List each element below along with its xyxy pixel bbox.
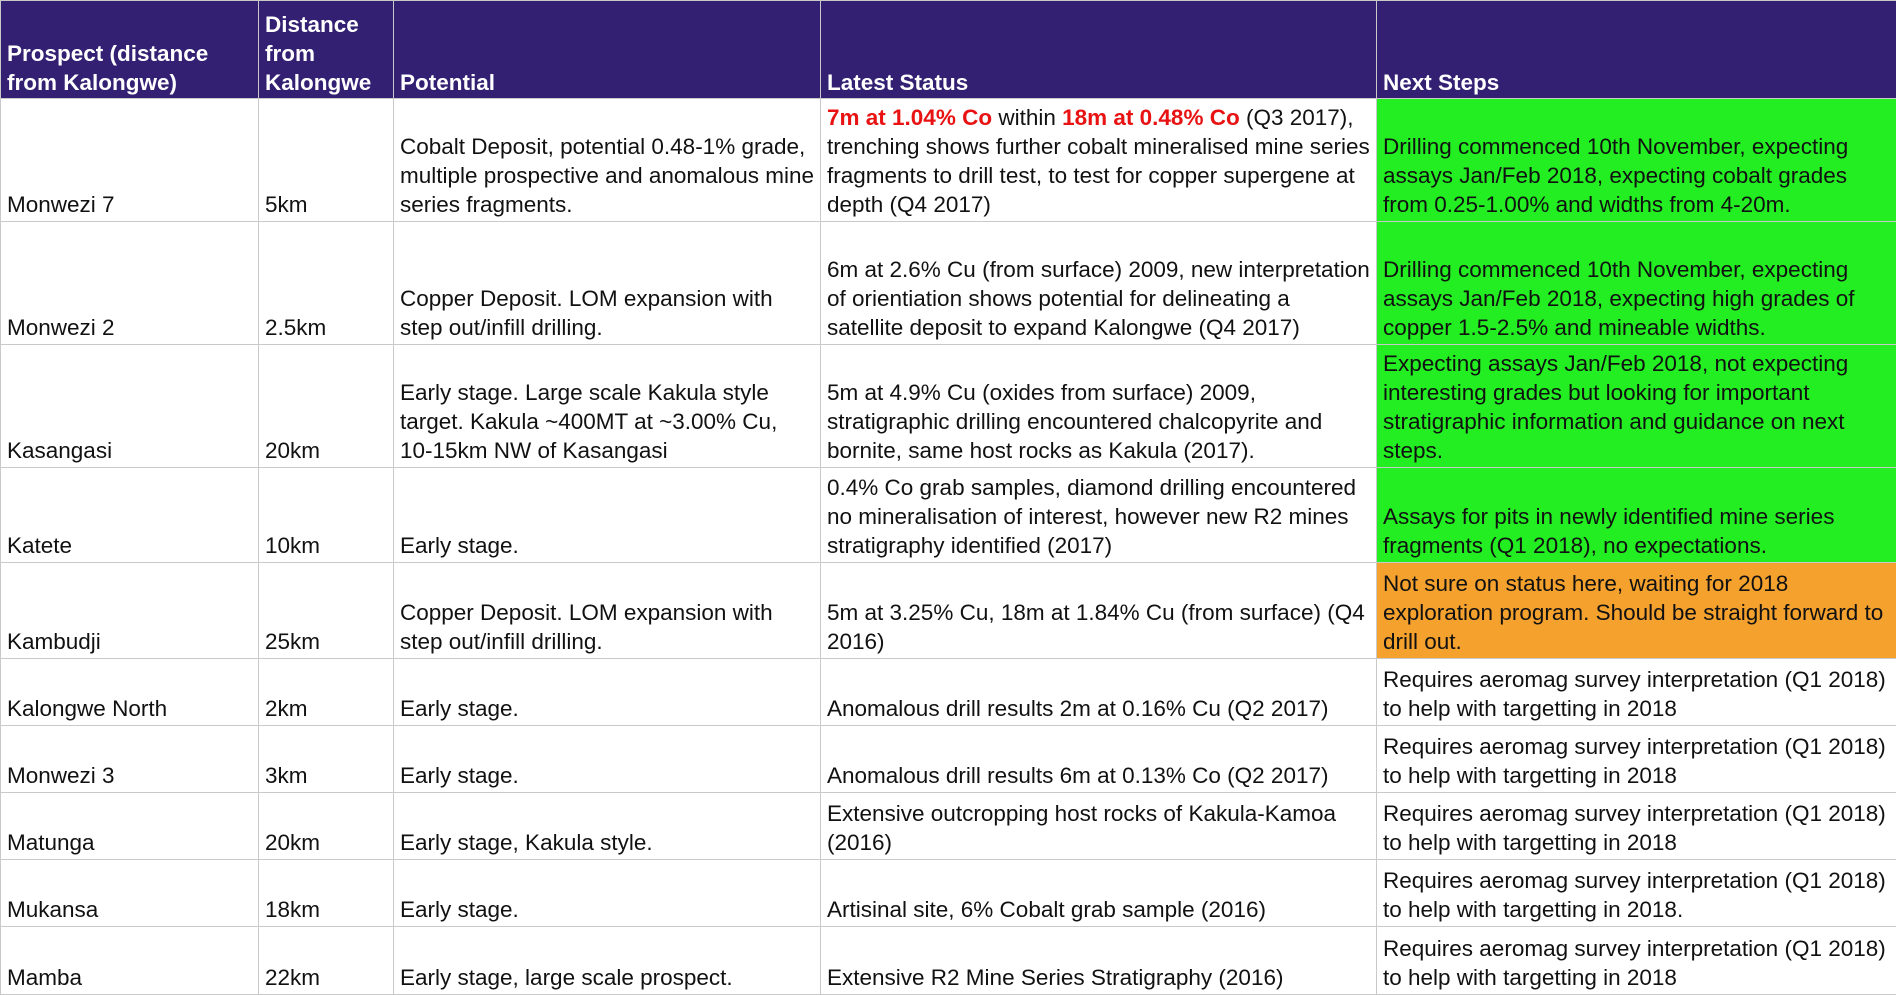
table-row: [1, 659, 1896, 726]
distance-cell: 3km: [259, 726, 394, 793]
potential-cell: Copper Deposit. LOM expansion with step out/infill drilling.: [394, 222, 821, 345]
prospect-cell: Kambudji: [1, 563, 259, 659]
table-row: [1, 99, 1896, 222]
status-highlight: 18m at 0.48% Co: [1062, 105, 1240, 130]
header-potential: Potential: [394, 1, 821, 99]
table-row: [1, 726, 1896, 793]
table-row: [1, 860, 1896, 927]
header-prospect: Prospect (distance from Kalongwe): [1, 1, 259, 99]
table-row: [1, 927, 1896, 995]
distance-cell: 10km: [259, 468, 394, 563]
potential-cell: Early stage. Large scale Kakula style target. Kakula ~400MT at ~3.00% Cu, 10-15km NW of Kasangasi: [394, 345, 821, 468]
table-row: [1, 468, 1896, 563]
next-steps-cell: Requires aeromag survey interpretation (Q1 2018) to help with targetting in 2018: [1377, 793, 1896, 860]
potential-cell: Early stage, large scale prospect.: [394, 927, 821, 995]
prospect-cell: Kasangasi: [1, 345, 259, 468]
distance-cell: 5km: [259, 99, 394, 222]
next-steps-cell: Requires aeromag survey interpretation (Q1 2018) to help with targetting in 2018.: [1377, 860, 1896, 927]
next-steps-cell: Assays for pits in newly identified mine series fragments (Q1 2018), no expectations.: [1377, 468, 1896, 563]
distance-cell: 2.5km: [259, 222, 394, 345]
status-cell: [821, 99, 1377, 222]
potential-cell: Early stage, Kakula style.: [394, 793, 821, 860]
distance-cell: 20km: [259, 345, 394, 468]
status-highlight: 7m at 1.04% Co: [827, 105, 992, 130]
table-row: [1, 222, 1896, 345]
status-cell: 0.4% Co grab samples, diamond drilling encountered no mineralisation of interest, however new R2 mines stratigraphy identified (2017): [821, 468, 1377, 563]
next-steps-cell: Drilling commenced 10th November, expecting assays Jan/Feb 2018, expecting cobalt grades from 0.25-1.00% and widths from 4-20m.: [1377, 99, 1896, 222]
potential-cell: Early stage.: [394, 860, 821, 927]
next-steps-cell: Requires aeromag survey interpretation (Q1 2018) to help with targetting in 2018: [1377, 927, 1896, 995]
status-cell: 6m at 2.6% Cu (from surface) 2009, new interpretation of orientiation shows potential for delineating a satellite deposit to expand Kalongwe (Q4 2017): [821, 222, 1377, 345]
status-cell: Extensive R2 Mine Series Stratigraphy (2016): [821, 927, 1377, 995]
table-row: [1, 345, 1896, 468]
status-cell: Anomalous drill results 2m at 0.16% Cu (Q2 2017): [821, 659, 1377, 726]
distance-cell: 20km: [259, 793, 394, 860]
potential-cell: Early stage.: [394, 726, 821, 793]
prospect-cell: Monwezi 3: [1, 726, 259, 793]
prospect-cell: Monwezi 2: [1, 222, 259, 345]
potential-cell: Copper Deposit. LOM expansion with step out/infill drilling.: [394, 563, 821, 659]
next-steps-cell: Requires aeromag survey interpretation (Q1 2018) to help with targetting in 2018: [1377, 659, 1896, 726]
prospect-cell: Katete: [1, 468, 259, 563]
table-row: [1, 793, 1896, 860]
prospect-cell: Mukansa: [1, 860, 259, 927]
header-latest-status: Latest Status: [821, 1, 1377, 99]
status-text: (Q3 2017), trenching shows further cobalt mineralised mine series fragments to drill test, to test for copper supergene at depth (Q4 2017): [827, 105, 1370, 217]
status-cell: Anomalous drill results 6m at 0.13% Co (Q2 2017): [821, 726, 1377, 793]
distance-cell: 18km: [259, 860, 394, 927]
status-cell: Artisinal site, 6% Cobalt grab sample (2016): [821, 860, 1377, 927]
next-steps-cell: Drilling commenced 10th November, expecting assays Jan/Feb 2018, expecting high grades of copper 1.5-2.5% and mineable widths.: [1377, 222, 1896, 345]
status-cell: 5m at 3.25% Cu, 18m at 1.84% Cu (from surface) (Q4 2016): [821, 563, 1377, 659]
potential-cell: Cobalt Deposit, potential 0.48-1% grade, multiple prospective and anomalous mine series fragments.: [394, 99, 821, 222]
potential-cell: Early stage.: [394, 468, 821, 563]
next-steps-cell: Expecting assays Jan/Feb 2018, not expecting interesting grades but looking for important stratigraphic information and guidance on next steps.: [1377, 345, 1896, 468]
distance-cell: 25km: [259, 563, 394, 659]
header-row: [1, 1, 1896, 99]
next-steps-cell: Not sure on status here, waiting for 2018 exploration program. Should be straight forward to drill out.: [1377, 563, 1896, 659]
prospect-cell: Matunga: [1, 793, 259, 860]
status-cell: 5m at 4.9% Cu (oxides from surface) 2009, stratigraphic drilling encountered chalcopyrite and bornite, same host rocks as Kakula (2017).: [821, 345, 1377, 468]
next-steps-cell: Requires aeromag survey interpretation (Q1 2018) to help with targetting in 2018: [1377, 726, 1896, 793]
distance-cell: 2km: [259, 659, 394, 726]
header-distance: Distance from Kalongwe: [259, 1, 394, 99]
table-row: [1, 563, 1896, 659]
distance-cell: 22km: [259, 927, 394, 995]
prospect-cell: Monwezi 7: [1, 99, 259, 222]
prospect-cell: Kalongwe North: [1, 659, 259, 726]
prospect-cell: Mamba: [1, 927, 259, 995]
potential-cell: Early stage.: [394, 659, 821, 726]
status-text: within: [992, 105, 1062, 130]
header-next-steps: Next Steps: [1377, 1, 1896, 99]
status-cell: Extensive outcropping host rocks of Kakula-Kamoa (2016): [821, 793, 1377, 860]
